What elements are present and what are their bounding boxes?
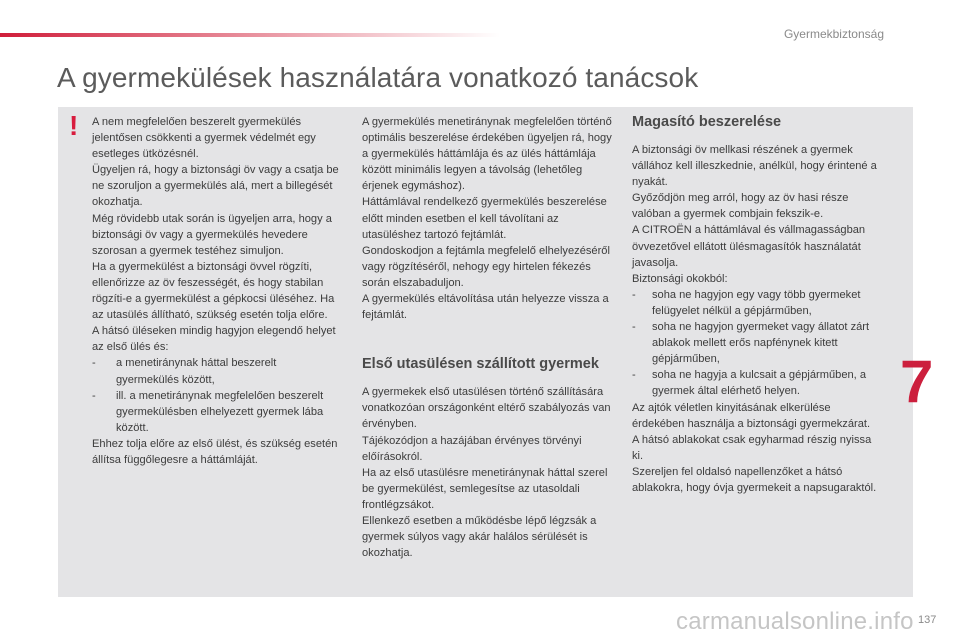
- list-item: - soha ne hagyjon egy vagy több gyermeket felügyelet nélkül a gépjárműben,: [632, 288, 861, 317]
- list-item: - soha ne hagyja a kulcsait a gépjárműben, a gyermek által elérhető helyen.: [632, 369, 867, 398]
- warning-icon: !: [69, 110, 79, 141]
- right-column: [632, 114, 882, 496]
- paragraph: Háttámlával rendelkező gyermekülés beszerelése előtt minden esetben el kell távolítani az utasüléshez tartozó fejtámlát.: [362, 196, 607, 241]
- list-item: - soha ne hagyjon gyermeket vagy állatot zárt ablakok mellett erős napfénynek kitett gépjárműben,: [632, 321, 870, 366]
- dash-marker: -: [92, 357, 96, 370]
- warning-column: [92, 114, 342, 468]
- paragraph: Ha a gyermekülést a biztonsági övvel rögzíti, ellenőrizze az öv feszességét, és hogy stabilan rögzíti-e a gyermekülést a gépkocsi üléséhez. Ha az utasülés állítható, szükség esetén tolja előre.: [92, 260, 335, 322]
- paragraph: Még rövidebb utak során is ügyeljen arra, hogy a biztonsági öv vagy a gyermekülés hevedere szorosan a gyermek testéhez simuljon.: [92, 212, 332, 257]
- paragraph: A nem megfelelően beszerelt gyermekülés jelentősen csökkenti a gyermek védelmét egy esetleges ütközésnél.: [92, 116, 316, 161]
- paragraph: Biztonsági okokból:: [632, 272, 728, 285]
- section-title: Gyermekbiztonság: [783, 27, 884, 41]
- paragraph: Ügyeljen rá, hogy a biztonsági öv vagy a csatja be ne szoruljon a gyermekülés alá, mert a billegését okozhatja.: [92, 164, 339, 209]
- header-accent-bar: [0, 33, 500, 37]
- dash-marker: -: [632, 369, 636, 382]
- paragraph: A biztonsági öv mellkasi részének a gyermek vállához kell illeszkednie, anélkül, hogy érintené a nyakát.: [632, 144, 877, 189]
- paragraph: Gondoskodjon a fejtámla megfelelő elhelyezéséről vagy rögzítéséről, nehogy egy hirtelen fékezés során elszabaduljon.: [362, 244, 610, 289]
- page-title: A gyermekülések használatára vonatkozó tanácsok: [57, 62, 699, 93]
- paragraph: Győződjön meg arról, hogy az öv hasi része valóban a gyermek combjain fekszik-e.: [632, 192, 849, 221]
- paragraph: A gyermekek első utasülésen történő szállítására vonatkozóan országonként eltérő szabályozás van érvényben.: [362, 386, 611, 431]
- paragraph: A CITROËN a háttámlával és vállmagasságban övvezetővel ellátott ülésmagasítók használatát javasolja.: [632, 224, 866, 269]
- dash-marker: -: [632, 288, 636, 301]
- front-seat-heading: Első utasülésen szállított gyermek: [362, 356, 599, 373]
- watermark: carmanualsonline.info: [676, 608, 914, 635]
- paragraph: A hátsó ablakokat csak egyharmad részig nyissa ki.: [632, 433, 872, 462]
- paragraph: A hátsó üléseken mindig hagyjon elegendő helyet az első ülés és:: [92, 325, 336, 354]
- dash-marker: -: [632, 321, 636, 334]
- middle-column: [362, 114, 614, 561]
- paragraph: Ha az első utasülésre menetiránynak háttal szerel be gyermekülést, semlegesítse az utasoldali frontlégzsákot.: [362, 466, 608, 511]
- paragraph: Az ajtók véletlen kinyitásának elkerülése érdekében használja a biztonsági gyermekzárat.: [632, 401, 871, 430]
- paragraph: Tájékozódjon a hazájában érvényes törvényi előírásokról.: [362, 434, 582, 463]
- paragraph: Ellenkező esetben a működésbe lépő légzsák a gyermek súlyos vagy akár halálos sérülését is okozhatja.: [362, 514, 597, 560]
- paragraph: A gyermekülés eltávolítása után helyezze vissza a fejtámlát.: [362, 293, 609, 322]
- paragraph: Ehhez tolja előre az első ülést, és szükség esetén állítsa függőlegesre a háttámláját.: [92, 437, 338, 466]
- page-number: 137: [918, 614, 937, 626]
- paragraph: A gyermekülés menetiránynak megfelelően történő optimális beszerelése érdekében ügyeljen rá, hogy a gyermekülés háttámlája és az ülés háttámlája között minimális legyen a távolság (lehetőleg érjenek egymáshoz).: [362, 116, 612, 193]
- chapter-number: 7: [900, 348, 934, 415]
- booster-heading: Magasító beszerelése: [632, 114, 782, 130]
- dash-marker: -: [92, 389, 96, 402]
- list-item: - ill. a menetiránynak megfelelően beszerelt gyermekülésben elhelyezett gyermek lába között.: [92, 389, 324, 434]
- list-item: - a menetiránynak háttal beszerelt gyermekülés között,: [92, 357, 277, 386]
- paragraph: Szereljen fel oldalsó napellenzőket a hátsó ablakokra, hogy óvja gyermekeit a napsugaraktól.: [632, 465, 877, 494]
